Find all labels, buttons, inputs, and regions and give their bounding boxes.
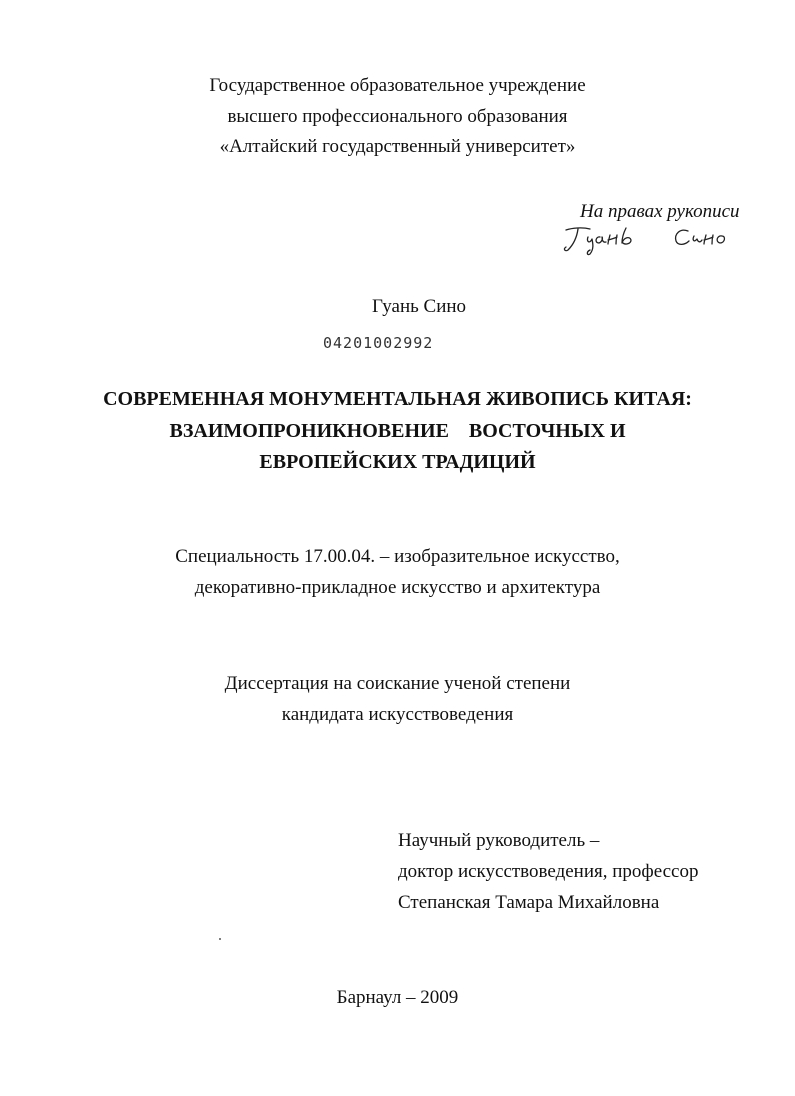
institution-line-1: Государственное образовательное учреждение (209, 75, 586, 96)
handwritten-signature (560, 222, 750, 258)
registration-number: 04201002992 (323, 334, 434, 352)
title-line-3: ЕВРОПЕЙСКИХ ТРАДИЦИЙ (259, 451, 536, 473)
institution-line-3: «Алтайский государственный университет» (219, 136, 576, 157)
manuscript-note: На правах рукописи (580, 201, 740, 222)
supervisor-title: доктор искусствоведения, профессор (398, 861, 699, 882)
specialty-line-1: Специальность 17.00.04. – изобразительное искусство, (175, 546, 620, 567)
scan-speck (219, 938, 221, 940)
supervisor-label: Научный руководитель – (398, 830, 600, 851)
dissertation-line-2: кандидата искусствоведения (281, 704, 514, 725)
title-line-1: СОВРЕМЕННАЯ МОНУМЕНТАЛЬНАЯ ЖИВОПИСЬ КИТАЯ: (103, 388, 692, 410)
supervisor-name: Степанская Тамара Михайловна (398, 892, 660, 913)
place-year: Барнаул – 2009 (336, 987, 459, 1008)
title-line-2: ВЗАИМОПРОНИКНОВЕНИЕ ВОСТОЧНЫХ И (169, 420, 626, 442)
specialty-line-2: декоративно-прикладное искусство и архитектура (194, 577, 601, 598)
author-name: Гуань Сино (372, 296, 467, 317)
dissertation-line-1: Диссертация на соискание ученой степени (224, 673, 571, 694)
institution-line-2: высшего профессионального образования (227, 106, 568, 127)
